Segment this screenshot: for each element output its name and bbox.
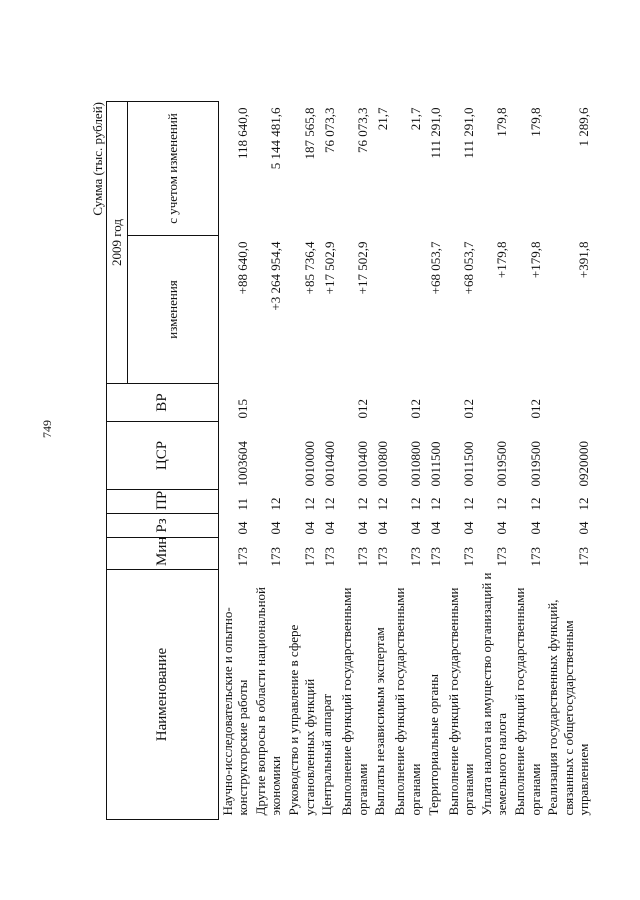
cell-total: 76 073,3 [321, 107, 337, 153]
cell-vr [371, 384, 391, 422]
cell-vr [285, 384, 318, 422]
cell-min: 173 [427, 547, 443, 567]
cell-name: Выполнение функций государственными органами [339, 587, 370, 816]
cell-change: +179,8 [494, 241, 510, 279]
header-min: Мин [107, 538, 219, 570]
header-change: изменения [127, 236, 218, 384]
table-row [252, 102, 285, 820]
cell-pr: 12 [527, 497, 543, 511]
cell-pr: 12 [321, 497, 337, 511]
cell-rz: 04 [321, 521, 337, 535]
table-row [478, 102, 511, 820]
cell-name: Выплаты независимым экспертам [372, 627, 388, 816]
header-rz: Рз [107, 514, 219, 538]
page-number: 749 [40, 420, 54, 438]
cell-change: +85 736,4 [301, 241, 317, 295]
header-with-change: с учетом изменений [127, 102, 218, 236]
cell-vr: 015 [235, 399, 251, 419]
cell-name: Центральный аппарат [319, 693, 335, 816]
cell-change: +68 053,7 [461, 241, 477, 295]
cell-vr: 012 [354, 399, 370, 419]
cell-total: 111 291,0 [427, 107, 443, 159]
cell-vr: 012 [407, 399, 423, 419]
cell-name: Выполнение функций государственными органами [511, 587, 543, 816]
header-vr: ВР [107, 384, 219, 422]
table-row [544, 102, 593, 820]
cell-min: 173 [461, 547, 477, 567]
cell-rz: 04 [427, 521, 443, 535]
cell-min: 173 [576, 547, 592, 567]
cell-vr [252, 384, 285, 422]
cell-change [371, 236, 391, 384]
cell-total: 179,8 [494, 107, 510, 137]
cell-csr: 0011500 [461, 441, 477, 487]
cell-vr: 012 [527, 399, 543, 419]
table-row [445, 102, 478, 820]
header-csr: ЦСР [107, 422, 219, 490]
cell-total: 118 640,0 [235, 107, 251, 160]
cell-change: +391,8 [576, 241, 592, 279]
cell-min: 173 [494, 547, 510, 567]
cell-pr: 12 [374, 497, 390, 511]
cell-total: 187 565,8 [301, 107, 317, 160]
cell-rz: 04 [576, 521, 592, 535]
cell-total: 21,7 [374, 107, 390, 131]
cell-total: 111 291,0 [461, 107, 477, 159]
cell-csr: 1003604 [235, 441, 251, 487]
cell-change: +68 053,7 [427, 241, 443, 295]
cell-pr: 12 [407, 497, 423, 511]
cell-name: Другие вопросы в области национальной экономики [252, 587, 284, 816]
cell-name: Реализация государственных функций, связанных с общегосударственным управлением [545, 599, 592, 816]
cell-rz: 04 [374, 521, 390, 535]
cell-csr: 0019500 [494, 441, 510, 487]
cell-pr: 11 [235, 497, 251, 511]
cell-name: Научно-исследовательские и опытно-конструкторские работы [219, 607, 251, 816]
units-caption: Сумма (тыс. рублей) [90, 102, 105, 216]
cell-rz: 04 [354, 521, 370, 535]
cell-total: 1 289,6 [576, 107, 592, 147]
cell-csr: 0010800 [374, 441, 390, 487]
table-body [218, 102, 593, 820]
cell-name: Руководство и управление в сфере установленных функций [285, 624, 317, 816]
cell-total: 179,8 [527, 107, 543, 137]
cell-rz: 04 [235, 521, 251, 535]
cell-min: 173 [374, 547, 390, 567]
cell-pr: 12 [427, 497, 443, 511]
budget-table [106, 101, 593, 820]
cell-min: 173 [321, 547, 337, 567]
cell-rz: 04 [527, 521, 543, 535]
cell-min: 173 [354, 547, 370, 567]
cell-pr: 12 [576, 497, 592, 511]
cell-rz: 04 [407, 521, 423, 535]
cell-pr: 12 [461, 497, 477, 511]
cell-total: 76 073,3 [354, 107, 370, 153]
table-row [318, 102, 338, 820]
cell-csr: 0011500 [427, 441, 443, 487]
cell-change: +17 502,9 [321, 241, 337, 295]
cell-csr: 0010400 [354, 441, 370, 487]
cell-rz: 04 [494, 521, 510, 535]
cell-pr: 12 [268, 497, 284, 511]
cell-min: 173 [407, 547, 423, 567]
table-row [391, 102, 424, 820]
cell-csr: 0010800 [407, 441, 423, 487]
cell-csr [252, 422, 285, 490]
cell-vr [544, 384, 593, 422]
cell-vr [318, 384, 338, 422]
cell-vr [425, 384, 445, 422]
cell-min: 173 [235, 547, 251, 567]
table-row [425, 102, 445, 820]
header-year: 2009 год [107, 102, 128, 384]
cell-total: 5 144 481,6 [268, 107, 284, 170]
cell-min: 173 [301, 547, 317, 567]
cell-vr: 012 [461, 399, 477, 419]
cell-pr: 12 [494, 497, 510, 511]
cell-rz: 04 [301, 521, 317, 535]
cell-change: +17 502,9 [354, 241, 370, 295]
cell-rz: 04 [461, 521, 477, 535]
cell-vr [478, 384, 511, 422]
cell-csr: 0010000 [301, 441, 317, 487]
cell-name: Территориальные органы [425, 674, 441, 816]
cell-min: 173 [527, 547, 543, 567]
table-row [285, 102, 318, 820]
header-pr: ПР [107, 490, 219, 514]
cell-name: Выполнение функций государственными органами [392, 587, 423, 816]
cell-name: Выполнение функций государственными органами [445, 587, 477, 816]
table-row [371, 102, 391, 820]
cell-change: +179,8 [527, 241, 543, 279]
cell-change [391, 236, 424, 384]
cell-name: Уплата налога на имущество организаций и земельного налога [478, 572, 510, 816]
table-row [338, 102, 371, 820]
rotated-table-page [90, 90, 610, 820]
cell-change: +88 640,0 [235, 241, 251, 295]
cell-min: 173 [268, 547, 284, 567]
cell-change: +3 264 954,4 [268, 241, 284, 311]
cell-pr: 12 [354, 497, 370, 511]
cell-csr: 0019500 [527, 441, 543, 487]
cell-pr: 12 [301, 497, 317, 511]
cell-csr: 0010400 [321, 441, 337, 487]
cell-csr: 0920000 [576, 441, 592, 487]
table-row [511, 102, 544, 820]
cell-rz: 04 [268, 521, 284, 535]
cell-total: 21,7 [407, 107, 423, 131]
table-row [218, 102, 252, 820]
header-name: Наименование [107, 570, 219, 820]
